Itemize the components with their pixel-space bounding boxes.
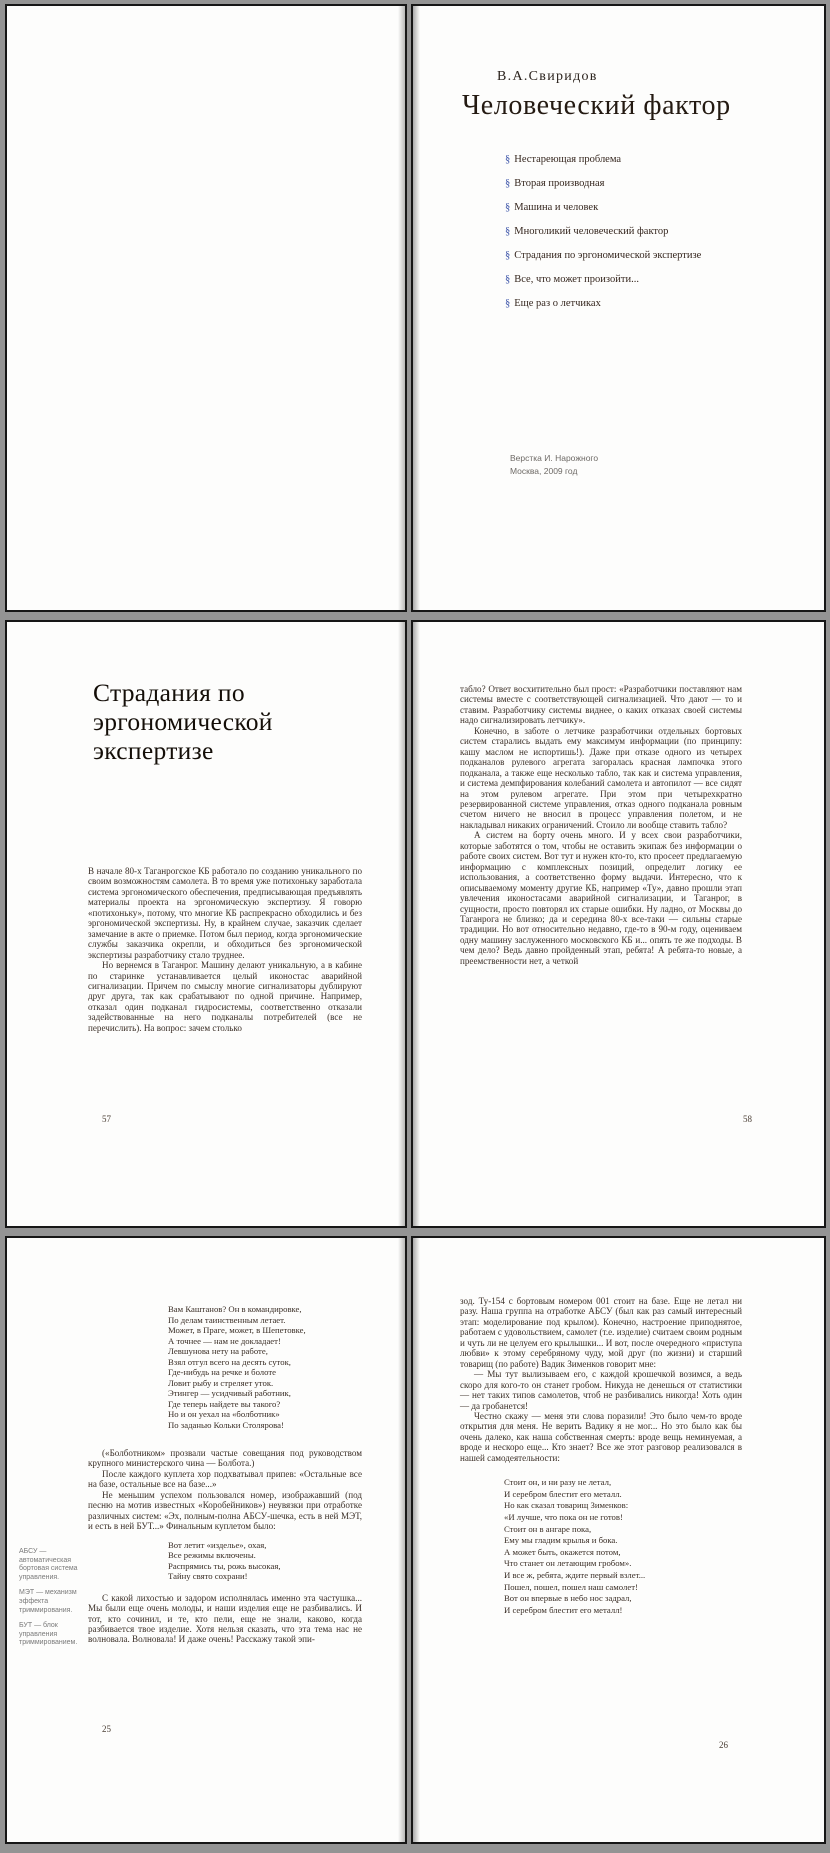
section-mark-icon: § — [505, 226, 511, 237]
colophon — [510, 452, 598, 478]
toc-item — [505, 154, 701, 165]
body-paragraph: зод. Ту-154 с бортовым номером 001 стоит на базе. Еще не летал ни разу. Наша группа на отработке АБСУ (был как раз самый интересный этап: моделирование под крылом). Конечно, настроение приподнятое, работаем с удовольствием, самолет (т.е. изделие) считаем своим родным и чуть ли не целуем его крылышки... И вот, после очередного «приступа любви» к этому серебряному чуду, мой друг (по жизни) и старший товарищ (по работе) Вадик Зименков говорит мне: — [460, 1296, 742, 1369]
section-mark-icon: § — [505, 298, 511, 309]
chapter-title-line: эргономической — [93, 707, 273, 736]
page-number: 26 — [719, 1740, 728, 1750]
toc-item-label: Страдания по эргономической экспертизе — [514, 250, 702, 261]
verse-line: Ему мы гладим крылья и бока. — [504, 1535, 618, 1546]
verse-line: Может, в Праге, может, в Шепетовке, — [168, 1325, 306, 1335]
verse-line: Вот он впервые в небо нос задрал, — [504, 1593, 632, 1604]
toc-item-label: Многоликий человеческий фактор — [514, 226, 669, 237]
page-title — [411, 4, 826, 612]
body-paragraph: С какой лихостью и задором исполнялась именно эта частушка... Мы были еще очень молоды, и наши изделия еще не разбивались. И тот, кто сочинил, и те, кто пели, еще не знали, каково, когда разбивается твое изделие. Хотя нельзя сказать, что эта тема нас не волновала. Волновала! И даже очень! Расскажу такой эпи- — [88, 1592, 362, 1645]
page-blank — [5, 4, 407, 612]
toc-item — [505, 178, 701, 189]
toc-item — [505, 202, 701, 213]
verse-line: Но как сказал товарищ Зименков: — [504, 1500, 629, 1511]
verse-line: Вам Каштанов? Он в командировке, — [168, 1304, 302, 1314]
body-paragraph: табло? Ответ восхитительно был прост: «Разработчики поставляют нам системы вместе с соответствующей сигнализацией. Что дают — то и ставим. Разработчику системы виднее, о каких отказах своей системы надо сигнализировать летчику». — [460, 684, 742, 726]
body-paragraph: В начале 80-х Таганрогское КБ работало по созданию уникального по своим возможностям самолета. В то время уже потихоньку заработала система эргономического обеспечения, предписывающая предъявлять материалы проекта на эргономическую экспертизу. Я говорю «потихоньку», потому, что многие КБ распрекрасно обходились и без эргономической экспертизы. Ну, в крайнем случае, заказчик сделает замечание в акте о приемке. Потом был период, когда эргономические службы заказчика окрепли, и обходиться без эргономической экспертизы разработчику стало труднее. — [88, 866, 362, 960]
body-paragraph: После каждого куплета хор подхватывал припев: «Остальные все на базе, остальные все на базе...» — [88, 1468, 362, 1490]
verse-line: Все режимы включены. — [168, 1550, 256, 1561]
verse-line: Распрямись ты, рожь высокая, — [168, 1560, 281, 1571]
chapter-title — [93, 678, 273, 765]
toc-item-label: Машина и человек — [514, 202, 599, 213]
body-paragraph: — Мы тут вылизываем его, с каждой крошечкой возимся, а ведь скоро для кого-то он станет гробом. Никуда не денешься от статистики — нет таких типов самолетов, чтоб не разбивались никогда! Хоть один — да гробанется! — [460, 1369, 742, 1411]
section-mark-icon: § — [505, 202, 511, 213]
toc-item — [505, 298, 701, 309]
body-text — [460, 1296, 742, 1616]
toc-item — [505, 250, 701, 261]
margin-note: АБСУ — автоматическая бортовая система управления. — [19, 1548, 78, 1581]
verse-line: И серебром блестит его металл! — [504, 1604, 623, 1615]
verse-line: И серебром блестит его металл. — [504, 1488, 622, 1499]
chapter-title-line: экспертизе — [93, 736, 214, 765]
body-paragraph: Не меньшим успехом пользовался номер, изображавший (под песню на мотив известных «Коробейников») неувязки при отработке различных систем: «Эх, полным-полна АБСУ-шечка, есть в ней МЭТ, и есть в ней БУТ...» Финальным куплетом было: — [88, 1489, 362, 1532]
verse-line: Вот летит «изделье», охая, — [168, 1539, 267, 1550]
body-paragraph: А систем на борту очень много. И у всех свои разработчики, которые заботятся о том, чтобы не оставить экипаж без информации о работе своих систем. Вот тут и нужен кто-то, кто просеет предлагаемую информацию с комплексных позиций, определит логику ее использования, а соответственно форму выдачи. Интересно, что к описываемому моменту другие КБ, например «Ту», давно прошли этап увлечения иконостасами аварийной сигнализации, и Таганрог, в сущности, просто повторял их старые ошибки. Ну ладно, от Москвы до Таганрога не близко; да и середина 80-х все-таки — сильны старые традиции. Но вот относительно недавно, где-то в 90-м году, оцениваем одну машину заслуженного московского КБ и... опять те же подходы. В чем дело? Ведь давно пройденный этап, ребята! А ребята-то новые, а преемственности нет, а четкой — [460, 830, 742, 966]
verse-line: Левшунова нету на работе, — [168, 1346, 268, 1356]
page-57 — [5, 620, 407, 1228]
toc-item-label: Вторая производная — [514, 178, 605, 189]
section-mark-icon: § — [505, 274, 511, 285]
verse-line: Стоит он, и ни разу не летал, — [504, 1477, 612, 1488]
page-number: 57 — [102, 1114, 111, 1124]
body-paragraph: Честно скажу — меня эти слова поразили! Это было чем-то вроде открытия для меня. Не верить Вадику я не мог... Но это было как бы очень далеко, как наша собственная смерть: вроде вещь неминуемая, а вроде и нескоро еще... Кто знает? Все же этот разговор реализовался в нашей самодеятельности: — [460, 1410, 742, 1463]
body-paragraph: Но вернемся в Таганрог. Машину делают уникальную, а в кабине по старинке устанавливается целый иконостас аварийной сигнализации. Причем по смыслу многие сигнализаторы дублируют друг друга, так как срабатывают по одной причине. Например, отказал один подканал гидросистемы, соответственно отказали задействованные на него подканалы потребителей (все не перечислить). На вопрос: зачем столько — [88, 960, 362, 1033]
verse-line: Где теперь найдете вы такого? — [168, 1398, 281, 1409]
verse-line: А точнее — нам не докладает! — [168, 1335, 281, 1346]
section-mark-icon: § — [505, 178, 511, 189]
book-title: Человеческий фактор — [462, 90, 731, 121]
toc-item — [505, 226, 701, 237]
margin-note: МЭТ — механизм эффекта триммирования. — [19, 1589, 77, 1614]
body-paragraph: Конечно, в заботе о летчике разработчики отдельных бортовых систем старались выдать ему максимум информации (по принципу: кашу маслом не испортишь!). Даже при отказе одного из четырех подканалов рулевого агрегата загоралась красная лампочка этого подканала, а также еще несколько табло, так как и система управления, и система демпфирования колебаний самолета и автопилот — все сидят на этом рулевом агрегате. При этом при четырехкратно резервированной системе управления, отказ одного подканала ровным счетом ничего не вносил в процесс управления полетом, и не накладывал никаких ограничений. Стоило ли вообще ставить табло? — [460, 725, 742, 830]
body-paragraph: («Болботником» прозвали частые совещания под руководством крупного министерского чина — Болбота.) — [88, 1448, 362, 1469]
margin-note: БУТ — блок управления триммированием. — [19, 1622, 78, 1647]
page-26 — [411, 1236, 826, 1844]
toc-item-label: Еще раз о летчиках — [514, 298, 601, 309]
author-name: В.А.Свиридов — [497, 69, 598, 84]
verse-block — [504, 1477, 742, 1616]
toc-item — [505, 274, 701, 285]
verse-line: И все ж, ребята, ждите первый взлет... — [504, 1570, 646, 1580]
colophon-line: Москва, 2009 год — [510, 466, 578, 476]
verse-line: Взял отгул всего на десять суток, — [168, 1356, 291, 1367]
toc-item-label: Все, что может произойти... — [514, 274, 639, 285]
page-number: 25 — [102, 1724, 111, 1734]
verse-line: А может быть, окажется потом, — [504, 1546, 621, 1557]
verse-line: Что станет он летающим гробом». — [504, 1558, 632, 1569]
table-of-contents — [505, 154, 701, 322]
page-58 — [411, 620, 826, 1228]
verse-line: «И лучше, что пока он не готов! — [504, 1512, 623, 1523]
verse-line: Где-нибудь на речке и болоте — [168, 1367, 277, 1377]
verse-line: Тайну свято сохрани! — [168, 1571, 248, 1582]
verse-line: По делам таинственным летает. — [168, 1314, 286, 1325]
page-number: 58 — [743, 1114, 752, 1124]
margin-glossary — [19, 1548, 79, 1655]
verse-block — [168, 1304, 362, 1430]
body-text — [460, 684, 742, 966]
section-mark-icon: § — [505, 154, 511, 165]
toc-item-label: Нестареющая проблема — [514, 154, 622, 165]
verse-line: Пошел, пошел, пошел наш самолет! — [504, 1581, 638, 1592]
colophon-line: Верстка И. Нарожного — [510, 453, 599, 463]
page-25 — [5, 1236, 407, 1844]
verse-line: Стоит он в ангаре пока, — [504, 1523, 592, 1534]
verse-line: Но и он уехал на «болботник» — [168, 1409, 280, 1419]
verse-line: Этингер — усидчивый работник, — [168, 1388, 291, 1398]
chapter-title-line: Страдания по — [93, 678, 245, 707]
verse-block — [168, 1540, 362, 1582]
verse-line: Ловит рыбу и стреляет уток. — [168, 1377, 274, 1388]
verse-line: По заданью Кольки Столярова! — [168, 1419, 284, 1430]
body-text — [88, 1304, 362, 1645]
section-mark-icon: § — [505, 250, 511, 261]
body-text — [88, 866, 362, 1033]
